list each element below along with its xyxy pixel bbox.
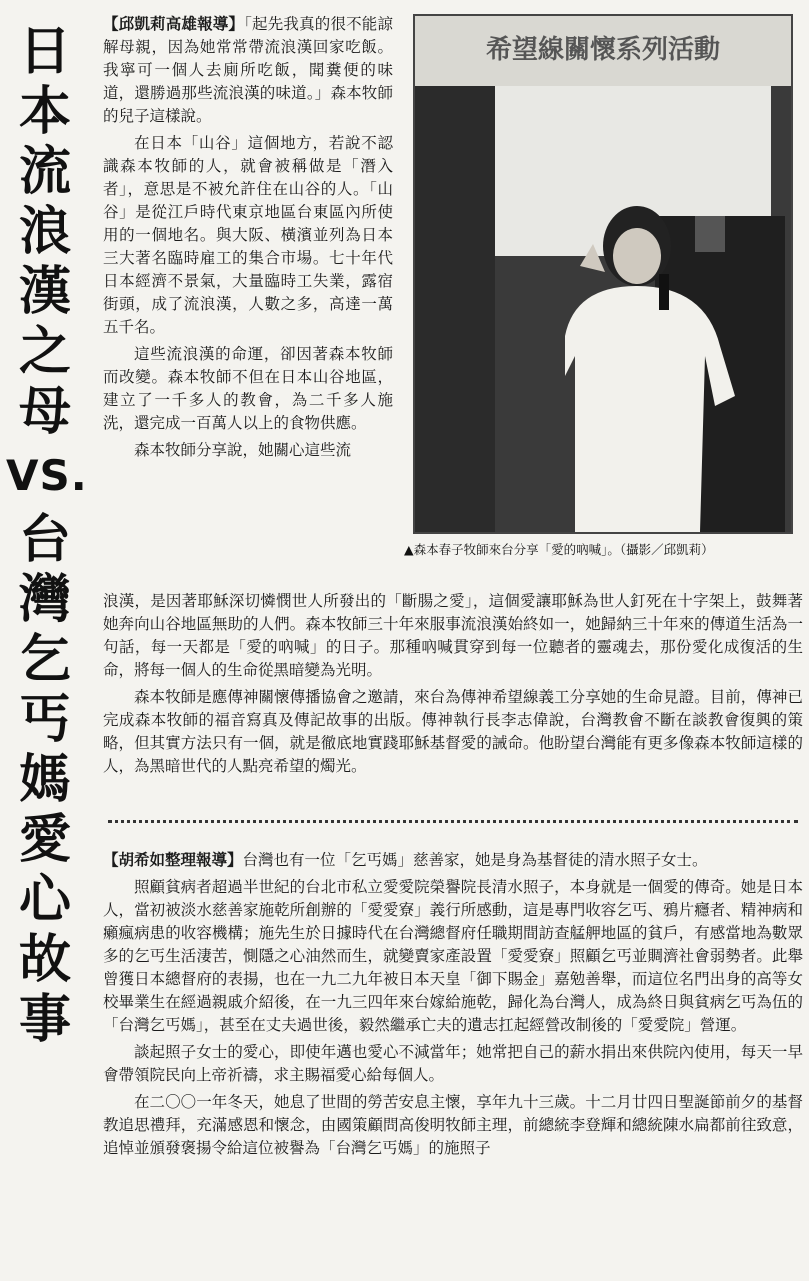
story1-lead-paragraph (103, 12, 393, 128)
story1-paragraph-text: 「起先我真的很不能諒解母親，因為她常常帶流浪漢回家吃飯。我寧可一個人去廁所吃飯，聞糞便的味道，還勝過那些流浪漢的味道。」森本牧師的兒子這樣說。 (103, 15, 393, 125)
headline-char: 台 (18, 509, 71, 570)
photo-banner-text: 希望線關懷系列活動 (485, 35, 721, 65)
headline-char: 媽 (18, 749, 71, 810)
photo-illustration (415, 16, 791, 532)
story2-byline: 【胡希如整理報導】 (103, 850, 243, 869)
headline-char: 漢 (18, 261, 71, 322)
story2-paragraph: 在二〇〇一年冬天，她息了世間的勞苦安息主懷，享年九十三歲。十二月廿四日聖誕節前夕的基督教追思禮拜，充滿感恩和懷念，由國策顧問高俊明牧師主理，前總統李登輝和總統陳水扁都前往致意，追悼並頒發褒揚令給這位被譽為「台灣乞丐媽」的施照子 (103, 1093, 803, 1157)
headline-char: 日 (18, 21, 71, 82)
headline-char: 事 (18, 989, 71, 1050)
headline-char: 本 (18, 81, 71, 142)
photo-caption: ▲森本春子牧師來台分享「愛的吶喊」。（攝影／邱凱莉） (404, 542, 714, 557)
headline-char: 故 (18, 929, 71, 990)
article-photo (413, 14, 793, 534)
headline-char: 之 (18, 321, 71, 382)
headline-char: 灣 (18, 569, 71, 630)
headline-char: 母 (18, 381, 71, 442)
story2-paragraph: 照顧貧病者超過半世紀的台北市私立愛愛院榮譽院長清水照子，本身就是一個愛的傳奇。她是日本人，當初被淡水慈善家施乾所創辦的「愛愛寮」義行所感動，這是專門收容乞丐、鴉片癮者、精神病和癩瘋病患的收容機構；施先生於日據時代在台灣總督府任職期間訪查艋舺地區的貧戶，有感當地為數眾多的乞丐生活淒苦，惻隱之心油然而生，就變賣家產設置「愛愛寮」照顧乞丐並賙濟社會弱勢者。此舉曾獲日本總督府的表揚，也在一九二九年被日本天皇「御下賜金」嘉勉善舉，而這位名門出身的高等女校畢業生在經過親戚介紹後，在一九三四年來台嫁給施乾，歸化為台灣人，成為終日與貧病乞丐為伍的「台灣乞丐媽」，甚至在丈夫過世後，毅然繼承亡夫的遺志扛起經營改制後的「愛愛院」營運。 (103, 878, 803, 1034)
dotted-divider (108, 820, 798, 823)
story1-paragraph: 浪漢，是因著耶穌深切憐憫世人所發出的「斷腸之愛」，這個愛讓耶穌為世人釘死在十字架上，鼓舞著她奔向山谷地區無助的人們。森本牧師三十年來服事流浪漢始終如一，她歸納三十年來的傳道生活為一句話，每一天都是「愛的吶喊」的日子。那種吶喊貫穿到每一位聽者的靈魂去，那份愛化成復活的生命，將每一個人的生命從黑暗變為光明。 (103, 592, 803, 679)
headline-char: 乞 (18, 629, 71, 690)
story2-paragraph: 談起照子女士的愛心，即使年邁也愛心不減當年；她常把自己的薪水捐出來供院內使用，每天一早會帶領院民向上帝祈禱，求主賜福愛心給每個人。 (103, 1043, 803, 1084)
story2-column (103, 848, 803, 1164)
story1-paragraph: 這些流浪漢的命運，卻因著森本牧師而改變。森本牧師不但在日本山谷地區，建立了一千多人的教會，為二千多人施洗，還完成一百萬人以上的食物供應。 (103, 345, 393, 432)
headline-char: 心 (18, 869, 71, 930)
story1-paragraph: 森本牧師分享說，她關心這些流 (134, 441, 352, 459)
headline-vs: VS. (6, 451, 88, 500)
story1-byline: 【邱凱莉高雄報導】 (103, 14, 245, 33)
headline (6, 21, 88, 1267)
headline-char: 丐 (18, 689, 71, 750)
story1-paragraph: 在日本「山谷」這個地方，若說不認識森本牧師的人，就會被稱做是「潛入者」，意思是不被允許住在山谷的人。「山谷」是從江戶時代東京地區台東區內所使用的一個地名。與大阪、橫濱並列為日本三大著名臨時雇工的集合市場。七十年代日本經濟不景氣，大量臨時工失業，露宿街頭，成了流浪漢，人數之多，高達一萬五千名。 (103, 134, 393, 336)
headline-char: 浪 (18, 201, 71, 262)
story1-paragraph: 森本牧師是應傳神關懷傳播協會之邀請，來台為傳神希望線義工分享她的生命見證。目前，傳神已完成森本牧師的福音寫真及傳記故事的出版。傳神執行長李志偉說，台灣教會不斷在談教會復興的策略，但其實方法只有一個，就是徹底地實踐耶穌基督愛的誡命。他盼望台灣能有更多像森本牧師這樣的人，為黑暗世代的人點亮希望的燭光。 (103, 688, 803, 775)
story1-continued (103, 590, 803, 782)
story1-column (103, 12, 393, 466)
headline-char: 流 (18, 141, 71, 202)
story2-lead-paragraph (103, 848, 803, 872)
story2-paragraph-text: 台灣也有一位「乞丐媽」慈善家，她是身為基督徒的清水照子女士。 (242, 851, 708, 869)
headline-char: 愛 (18, 809, 71, 870)
